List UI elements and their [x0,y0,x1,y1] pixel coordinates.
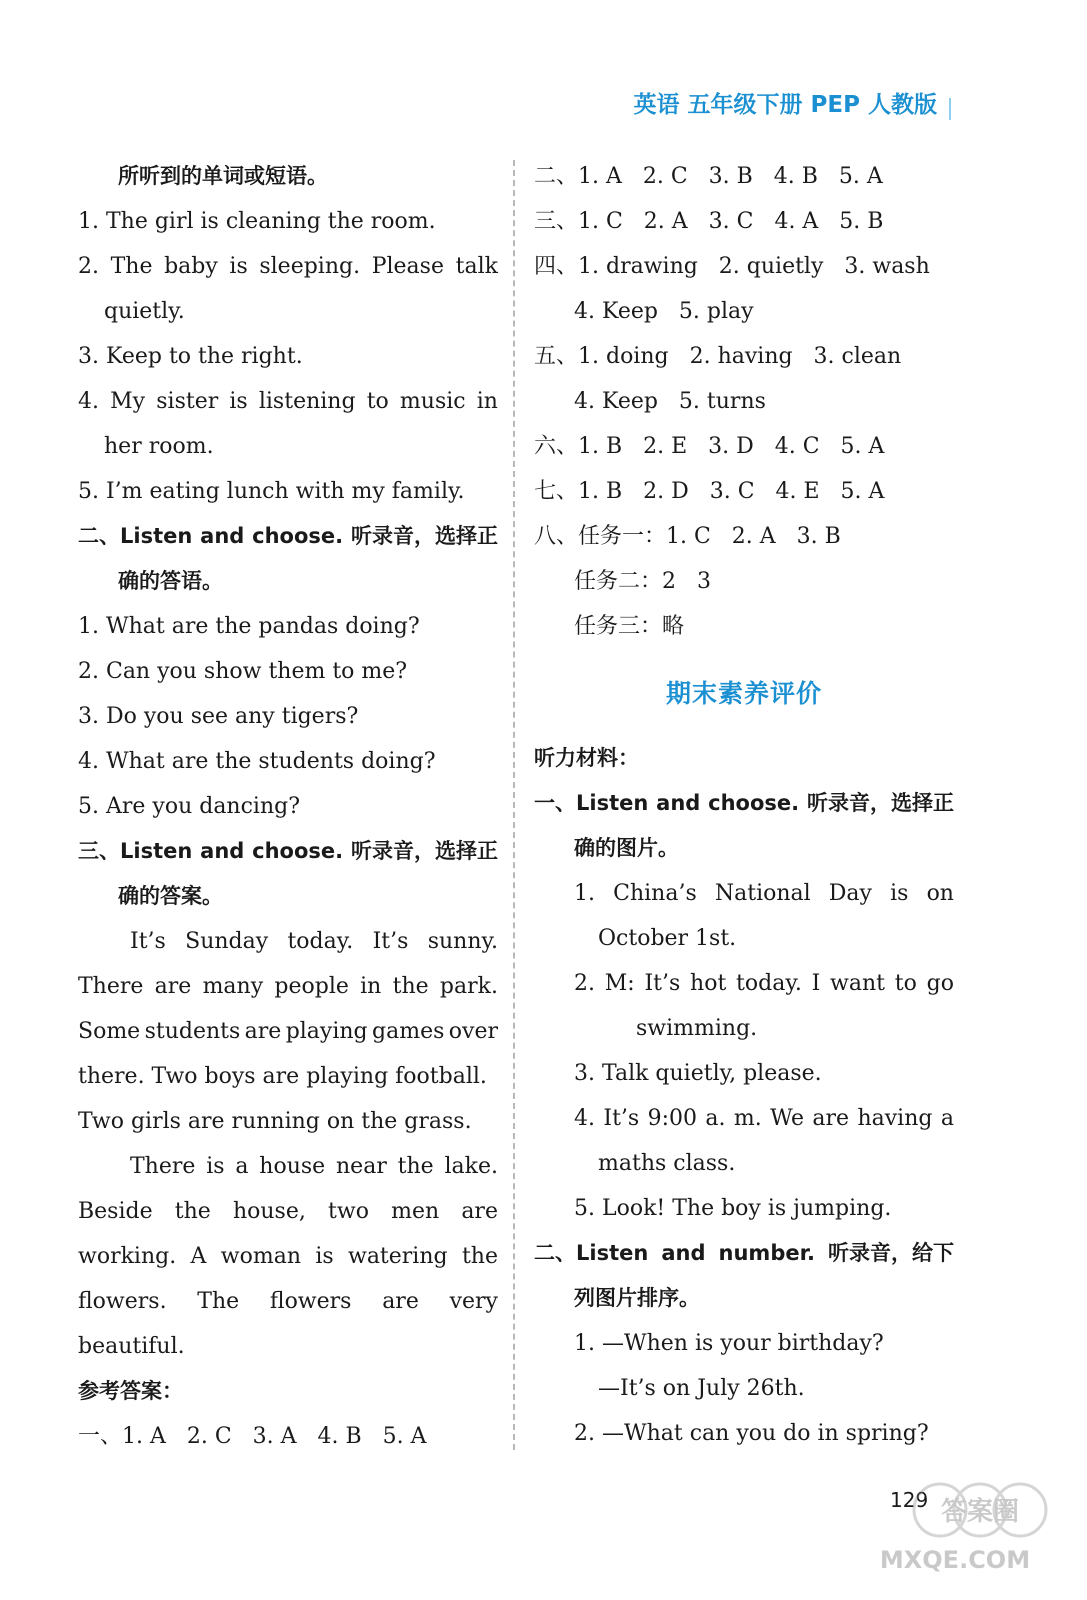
text-line [534,199,954,244]
word: students [144,1019,241,1044]
word: very [449,1289,498,1314]
text-line [534,559,954,604]
line-text: swimming. [636,1016,758,1041]
word: go [926,971,954,996]
line-text: —It’s on July 26th. [598,1376,805,1401]
word: many [202,974,264,999]
word: are [154,974,192,999]
text-line [78,829,498,874]
word: are [244,1019,282,1044]
text-line [78,514,498,559]
right-column [534,154,954,1456]
section-title: 期末素养评价 [665,679,822,708]
answers-block [534,154,954,649]
word: 4. [78,389,99,414]
word: and [661,1241,706,1265]
word: number. [718,1241,815,1265]
header-title: 英语 五年级下册 PEP 人教版 [633,92,937,118]
page-number: 129 [890,1488,929,1512]
line-text: beautiful. [78,1334,185,1359]
line-text: maths class. [598,1151,736,1176]
line-text: 4. What are the students doing? [78,749,436,774]
word: 听录音，选择正 [350,839,498,863]
line-text: there. Two boys are playing football. [78,1064,487,1089]
text-line [78,1144,498,1189]
line-text: 六、1. B 2. E 3. D 4. C 5. A [534,434,885,459]
text-line [534,1366,954,1411]
text-line [534,1006,954,1051]
word: is [229,254,248,279]
line-text: 所听到的单词或短语。 [118,164,328,188]
text-line [78,649,498,694]
line-text: 1. —When is your birthday? [574,1331,884,1356]
word: two [328,1199,369,1224]
word: talk [455,254,498,279]
word: M: [604,971,635,996]
word: house [259,1154,326,1179]
text-line [78,334,498,379]
word: 二、Listen [534,1241,649,1265]
text-line [534,826,954,871]
word: It’s [130,929,166,954]
text-line [78,919,498,964]
word: The [197,1289,240,1314]
word: 1. [574,881,595,906]
word: There [130,1154,196,1179]
word: a. [705,1106,726,1131]
page-header [634,86,937,119]
word: people [274,974,349,999]
watermark-text: MXQE.COM [879,1546,1031,1574]
line-text: 3. Do you see any tigers? [78,704,359,729]
word: It’s [644,971,681,996]
listening-material-block [534,736,954,1456]
word: want [830,971,886,996]
line-text: 七、1. B 2. D 3. C 4. E 5. A [534,479,885,504]
text-line [534,379,954,424]
line-text: 确的答案。 [118,884,223,908]
line-text: 1. What are the pandas doing? [78,614,420,639]
word: music [399,389,466,414]
word: near [336,1154,387,1179]
line-text: 任务三：略 [574,614,685,639]
word: sleeping. [259,254,361,279]
column-divider [513,160,515,1450]
word: are [382,1289,419,1314]
text-line [78,964,498,1009]
text-line [78,1234,498,1279]
text-line [534,871,954,916]
word: in [476,389,498,414]
word: 听录音，给下 [827,1241,954,1265]
word: 2. [574,971,595,996]
word: listening [258,389,356,414]
word: 一、Listen [534,791,649,815]
line-text: 任务二：2 3 [574,569,711,594]
text-line [534,244,954,289]
word: today. [736,971,802,996]
text-line [78,739,498,784]
text-line [78,559,498,604]
word: 二、Listen [78,524,193,548]
line-text: October 1st. [598,926,737,951]
text-line [534,469,954,514]
line-text: 1. The girl is cleaning the room. [78,209,436,234]
word: 4. [574,1106,595,1131]
text-line [78,424,498,469]
word: choose. [252,524,344,548]
word: today. [287,929,354,954]
text-line [78,199,498,244]
word: I [811,971,821,996]
word: hot [690,971,727,996]
word: and [200,839,245,863]
word: flowers [269,1289,352,1314]
text-line [534,1411,954,1456]
word: flowers. [78,1289,167,1314]
line-text: 三、1. C 2. A 3. C 4. A 5. B [534,209,884,234]
line-text: 二、1. A 2. C 3. B 4. B 5. A [534,164,883,189]
text-line [78,694,498,739]
word: are [812,1106,850,1131]
text-line [78,1099,498,1144]
word: men [391,1199,440,1224]
text-line [78,1324,498,1369]
text-line [534,154,954,199]
line-text: 一、1. A 2. C 3. A 4. B 5. A [78,1424,427,1449]
word: A [190,1244,207,1269]
text-line [534,736,954,781]
word: is [315,1244,334,1269]
word: choose. [252,839,344,863]
text-line [534,1186,954,1231]
word: on [926,881,954,906]
word: 9:00 [647,1106,698,1131]
text-line [78,469,498,514]
word: the [174,1199,211,1224]
left-column [78,154,498,1459]
text-line [534,604,954,649]
word: the [461,1244,498,1269]
line-text: 5. Are you dancing? [78,794,301,819]
text-line [534,1141,954,1186]
line-text: 4. Keep 5. turns [574,389,766,414]
word: It’s [603,1106,640,1131]
word: is [890,881,909,906]
word: It’s [372,929,409,954]
text-line [534,1231,954,1276]
text-line [534,334,954,379]
word: 三、Listen [78,839,193,863]
word: playing [285,1019,368,1044]
text-line [534,514,954,559]
word: China’s [613,881,697,906]
text-line [78,244,498,289]
line-text: Two girls are running on the grass. [78,1109,472,1134]
word: sunny. [427,929,498,954]
word: choose. [708,791,800,815]
line-text: her room. [104,434,214,459]
text-line [78,1009,498,1054]
word: to [366,389,389,414]
word: working. [78,1244,177,1269]
text-line [78,289,498,334]
line-text: quietly. [104,299,185,324]
line-text: 听力材料： [534,746,639,770]
word: baby [164,254,218,279]
line-text: 列图片排序。 [574,1286,700,1310]
text-line [534,1051,954,1096]
word: woman [220,1244,301,1269]
text-line [78,784,498,829]
word: watering [347,1244,448,1269]
text-line [78,154,498,199]
line-text: 确的图片。 [574,836,679,860]
line-text: 3. Keep to the right. [78,344,303,369]
line-text: 2. —What can you do in spring? [574,1421,929,1446]
watermark-logo [850,1470,1060,1580]
text-line [534,781,954,826]
text-line [534,424,954,469]
text-line [78,1189,498,1234]
word: the [397,1154,434,1179]
word: Please [371,254,444,279]
word: is [206,1154,225,1179]
text-line [78,1369,498,1414]
word: My [110,389,146,414]
text-line [78,874,498,919]
text-line [78,604,498,649]
word: lake. [444,1154,498,1179]
word: in [360,974,382,999]
word: The [110,254,153,279]
text-line [534,289,954,334]
word: We [770,1106,804,1131]
text-line [534,1276,954,1321]
text-line [534,916,954,961]
line-text: 确的答语。 [118,569,223,593]
word: 听录音，选择正 [806,791,954,815]
word: park. [439,974,498,999]
word: the [392,974,429,999]
word: Some [78,1019,141,1044]
text-line [78,379,498,424]
line-text: 4. Keep 5. play [574,299,754,324]
text-line [534,1096,954,1141]
line-text: 2. Can you show them to me? [78,659,408,684]
word: 听录音，选择正 [350,524,498,548]
line-text: 5. Look! The boy is jumping. [574,1196,892,1221]
text-line [534,961,954,1006]
word: a [940,1106,954,1131]
word: There [78,974,144,999]
word: is [229,389,248,414]
word: National [714,881,811,906]
word: Sunday [185,929,269,954]
word: games [372,1019,445,1044]
line-text: 5. I’m eating lunch with my family. [78,479,465,504]
text-line [78,1414,498,1459]
text-line [78,1279,498,1324]
header-bar [949,98,951,120]
word: are [461,1199,498,1224]
watermark-logo-text: 答案圈 [940,1497,1020,1527]
line-text: 3. Talk quietly, please. [574,1061,822,1086]
word: m. [733,1106,762,1131]
word: 2. [78,254,99,279]
line-text: 八、任务一：1. C 2. A 3. B [534,524,841,549]
word: a [235,1154,249,1179]
word: over [448,1019,498,1044]
text-line [78,1054,498,1099]
word: Beside [78,1199,153,1224]
line-text: 五、1. doing 2. having 3. clean [534,344,902,369]
word: Day [828,881,872,906]
word: house, [232,1199,306,1224]
word: to [894,971,917,996]
word: sister [156,389,219,414]
word: and [656,791,701,815]
line-text: 参考答案： [78,1379,183,1403]
word: having [857,1106,933,1131]
text-line [534,1321,954,1366]
word: and [200,524,245,548]
line-text: 四、1. drawing 2. quietly 3. wash [534,254,930,279]
